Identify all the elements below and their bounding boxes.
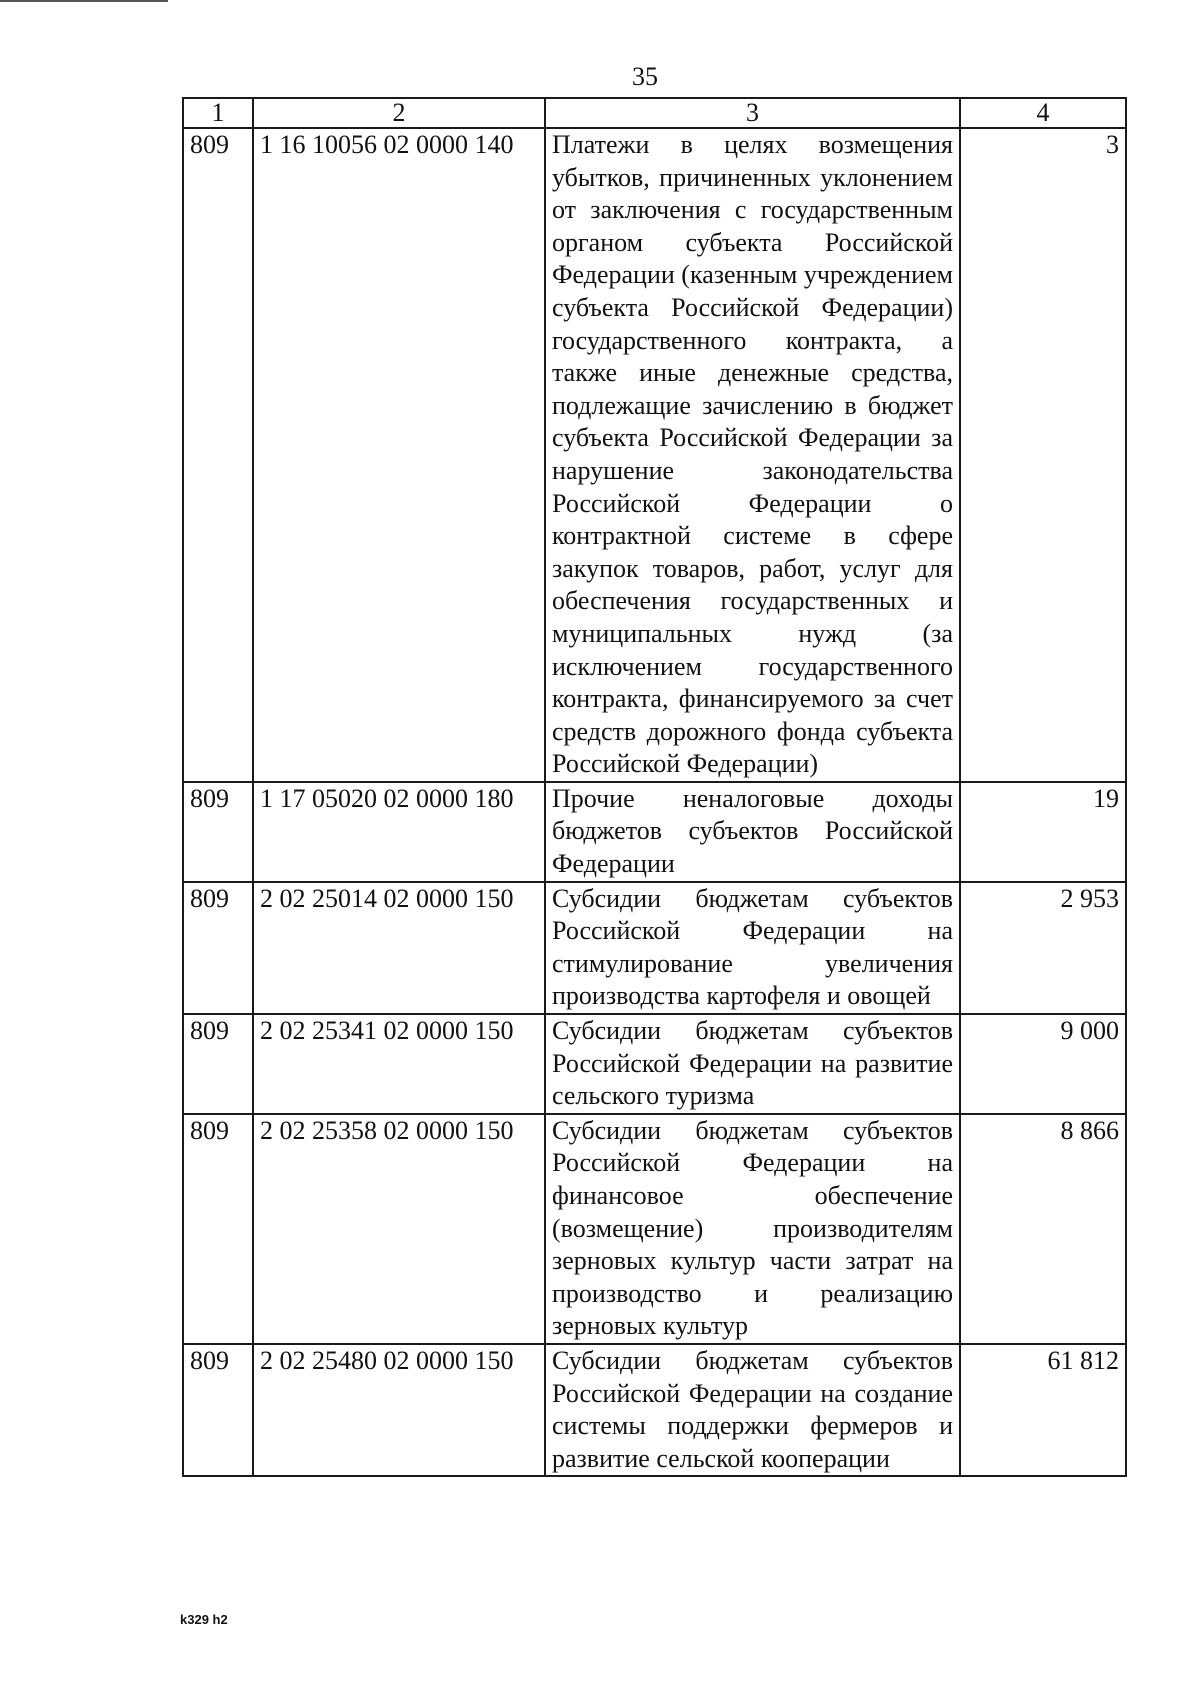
scan-edge-mark <box>0 0 168 2</box>
column-header: 4 <box>960 98 1126 128</box>
column-header: 2 <box>253 98 545 128</box>
description-cell: Прочие неналоговые доходы бюджетов субъектов Российской Федерации <box>545 782 960 882</box>
description-cell: Субсидии бюджетам субъектов Российской Федерации на создание системы поддержки фермеров и развитие сельской кооперации <box>545 1344 960 1476</box>
table-row <box>183 882 1126 1014</box>
table-row <box>183 782 1126 882</box>
table-row <box>183 128 1126 782</box>
budget-code-cell: 2 02 25480 02 0000 150 <box>253 1344 545 1476</box>
admin-code-cell: 809 <box>183 882 253 1014</box>
admin-code-cell: 809 <box>183 782 253 882</box>
admin-code-cell: 809 <box>183 128 253 782</box>
page-number: 35 <box>632 62 658 91</box>
budget-code-cell: 1 17 05020 02 0000 180 <box>253 782 545 882</box>
amount-cell: 3 <box>960 128 1126 782</box>
amount-cell: 9 000 <box>960 1014 1126 1114</box>
amount-cell: 2 953 <box>960 882 1126 1014</box>
table-row <box>183 1344 1126 1476</box>
description-cell: Субсидии бюджетам субъектов Российской Федерации на развитие сельского туризма <box>545 1014 960 1114</box>
description-cell: Субсидии бюджетам субъектов Российской Федерации на стимулирование увеличения производства картофеля и овощей <box>545 882 960 1014</box>
admin-code-cell: 809 <box>183 1114 253 1344</box>
admin-code-cell: 809 <box>183 1014 253 1114</box>
budget-code-cell: 1 16 10056 02 0000 140 <box>253 128 545 782</box>
document-footer-code: k329 h2 <box>180 1612 228 1627</box>
amount-cell: 61 812 <box>960 1344 1126 1476</box>
column-header: 1 <box>183 98 253 128</box>
budget-code-cell: 2 02 25341 02 0000 150 <box>253 1014 545 1114</box>
table-row <box>183 1014 1126 1114</box>
amount-cell: 8 866 <box>960 1114 1126 1344</box>
table-row <box>183 1114 1126 1344</box>
table-header-row <box>183 98 1126 128</box>
amount-cell: 19 <box>960 782 1126 882</box>
budget-code-cell: 2 02 25014 02 0000 150 <box>253 882 545 1014</box>
budget-revenue-table <box>182 97 1127 1477</box>
budget-code-cell: 2 02 25358 02 0000 150 <box>253 1114 545 1344</box>
column-header: 3 <box>545 98 960 128</box>
admin-code-cell: 809 <box>183 1344 253 1476</box>
description-cell: Платежи в целях возмещения убытков, причиненных уклонением от заключения с государственным органом субъекта Российской Федерации (казенным учреждением субъекта Российской Федерации) государственного контракта, а также иные денежные средства, подлежащие зачислению в бюджет субъекта Российской Федерации за нарушение законодательства Российской Федерации о контрактной системе в сфере закупок товаров, работ, услуг для обеспечения государственных и муниципальных нужд (за исключением государственного контракта, финансируемого за счет средств дорожного фонда субъекта Российской Федерации) <box>545 128 960 782</box>
description-cell: Субсидии бюджетам субъектов Российской Федерации на финансовое обеспечение (возмещение) производителям зерновых культур части затрат на производство и реализацию зерновых культур <box>545 1114 960 1344</box>
